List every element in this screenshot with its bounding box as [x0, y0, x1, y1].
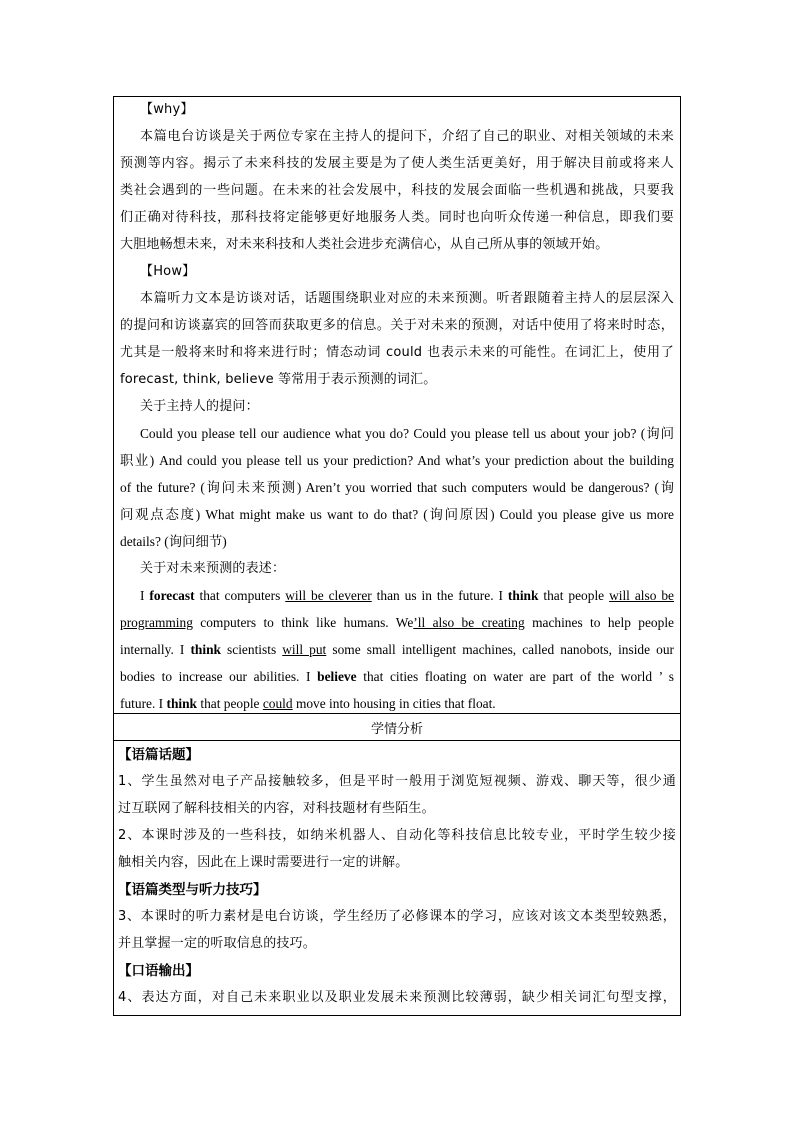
oral-line: 4、表达方面，对自己未来职业以及职业发展未来预测比较薄弱，缺少相关词汇句型支撑，: [118, 990, 676, 1005]
how-heading: 【How】: [140, 264, 196, 279]
prediction-line: future. I think that people could move into housing in cities that float.: [120, 696, 496, 711]
why-heading: 【why】: [140, 102, 194, 117]
analysis-title-row: [114, 714, 680, 741]
text-analysis-cell: [114, 97, 680, 714]
how-line: 的提问和访谈嘉宾的回答而获取更多的信息。关于对未来的预测，对话中使用了将来时时态，: [120, 318, 674, 333]
type-line: 3、本课时的听力素材是电台访谈，学生经历了必修课本的学习，应该对该文本类型较熟悉，: [118, 909, 676, 924]
why-line: 本篇电台访谈是关于两位专家在主持人的提问下，介绍了自己的职业、对相关领域的未来: [140, 129, 674, 144]
how-line: forecast, think, believe 等常用于表示预测的词汇。: [120, 372, 437, 387]
why-line: 大胆地畅想未来，对未来科技和人类社会进步充满信心，从自己所从事的领域开始。: [120, 237, 609, 252]
why-line: 类社会遇到的一些问题。在未来的社会发展中，科技的发展会面临一些机遇和挑战，只要我: [120, 183, 674, 198]
learner-analysis-cell: [114, 741, 680, 1017]
prediction-line: bodies to increase our abilities. I believe that cities floating on water are part of the world ’ s: [120, 669, 675, 684]
topic-line: 触相关内容，因此在上课时需要进行一定的讲解。: [118, 855, 409, 870]
oral-heading: 【口语输出】: [118, 963, 199, 979]
analysis-title: 学情分析: [370, 722, 423, 737]
how-line: 本篇听力文本是访谈对话，话题围绕职业对应的未来预测。听者跟随着主持人的层层深入: [140, 291, 674, 306]
topic-line: 2、本课时涉及的一些科技，如纳米机器人、自动化等科技信息比较专业，平时学生较少接: [118, 828, 676, 843]
how-line: 尤其是一般将来时和将来进行时；情态动词 could 也表示未来的可能性。在词汇上，使用了: [120, 345, 674, 360]
host-question-line: 职业) And could you please tell us your prediction? And what’s your prediction about the building: [120, 453, 674, 468]
prediction-line: internally. I think scientists will put some small intelligent machines, called nanobots, inside our: [120, 642, 674, 657]
prediction-line: I forecast that computers will be cleverer than us in the future. I think that people will also be: [140, 588, 675, 603]
topic-heading: 【语篇话题】: [118, 747, 199, 763]
type-heading: 【语篇类型与听力技巧】: [118, 882, 267, 898]
topic-line: 过互联网了解科技相关的内容，对科技题材有些陌生。: [118, 801, 435, 816]
why-line: 们正确对待科技，那科技将定能够更好地服务人类。同时也向听众传递一种信息，即我们要: [120, 210, 674, 225]
host-question-line: 问观点态度) What might make us want to do that? (询问原因) Could you please give us more: [120, 507, 674, 522]
prediction-heading: 关于对未来预测的表述：: [140, 561, 286, 576]
prediction-line: programming computers to think like humans. We’ll also be creating machines to help people: [120, 615, 674, 630]
host-question-line: Could you please tell our audience what you do? Could you please tell us about your job? (询问: [140, 426, 674, 441]
host-questions-heading: 关于主持人的提问：: [140, 399, 259, 414]
topic-line: 1、学生虽然对电子产品接触较多，但是平时一般用于浏览短视频、游戏、聊天等，很少通: [118, 774, 676, 789]
lesson-plan-table: [113, 96, 681, 1016]
host-question-line: details? (询问细节): [120, 534, 227, 549]
type-line: 并且掌握一定的听取信息的技巧。: [118, 936, 317, 951]
host-question-line: of the future? (询问未来预测) Aren’t you worried that such computers would be dangerous? (询: [120, 480, 674, 495]
why-line: 预测等内容。揭示了未来科技的发展主要是为了使人类生活更美好，用于解决目前或将来人: [120, 156, 674, 171]
